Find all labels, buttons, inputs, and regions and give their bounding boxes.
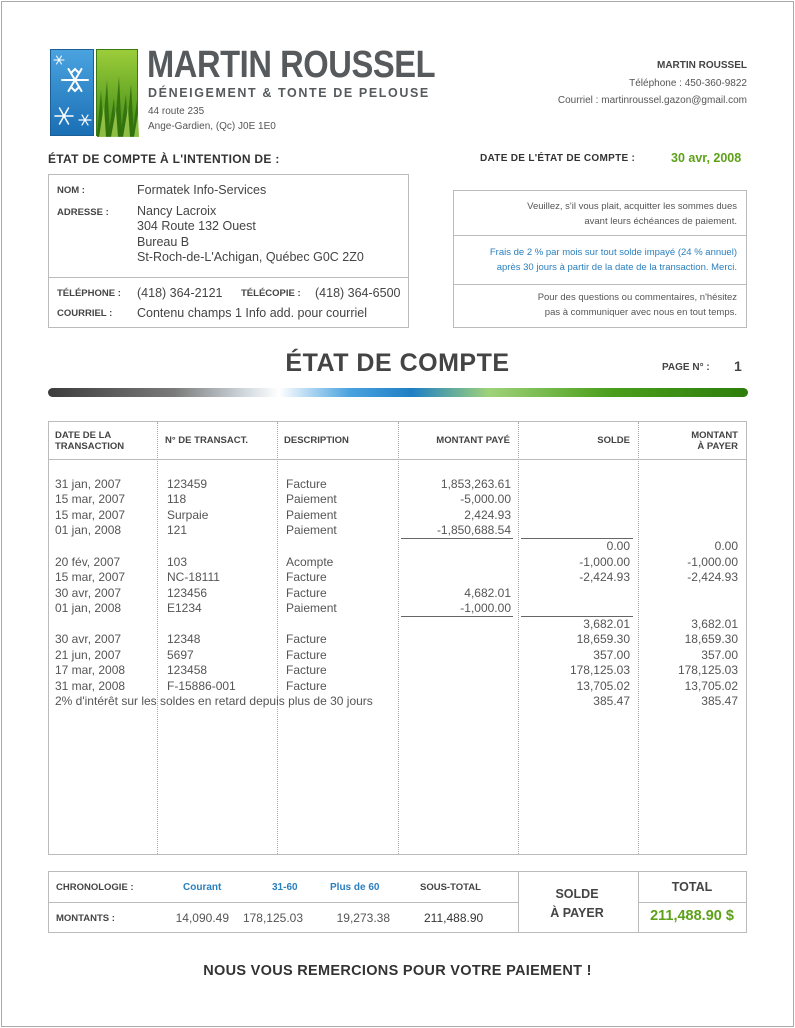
chronology-label: CHRONOLOGIE : [56, 882, 134, 893]
row-transaction-number: 121 [167, 523, 188, 537]
statement-date-value: 30 avr, 2008 [671, 151, 742, 165]
company-name: MARTIN ROUSSEL [147, 44, 436, 86]
row-amount-paid: -5,000.00 [460, 492, 511, 506]
total-amount: 211,488.90 $ [650, 908, 734, 924]
late-fee-note-line: Frais de 2 % par mois sur tout solde impayé (24 % annuel) [489, 247, 737, 258]
row-date: 30 avr, 2007 [55, 632, 122, 646]
row-date: 01 jan, 2008 [55, 601, 122, 615]
row-balance: -2,424.93 [579, 570, 630, 584]
row-amount-paid: 1,853,263.61 [440, 477, 511, 491]
subtotal-rule [521, 616, 633, 617]
row-transaction-number: 103 [167, 555, 188, 569]
recipient-section-title: ÉTAT DE COMPTE À L'INTENTION DE : [48, 152, 280, 166]
client-email: Contenu champs 1 Info add. pour courriel [137, 306, 367, 320]
header-transaction-number: N° DE TRANSACT. [165, 435, 248, 446]
row-transaction-number: 123459 [167, 477, 208, 491]
client-fax: (418) 364-6500 [315, 286, 401, 300]
row-date: 31 mar, 2008 [55, 679, 126, 693]
total-label: TOTAL [671, 880, 713, 894]
row-date: 20 fév, 2007 [55, 555, 121, 569]
questions-note-line: pas à communiquer avec nous en tout temps. [544, 307, 737, 318]
row-date: 15 mar, 2007 [55, 508, 126, 522]
row-description: Facture [286, 648, 327, 662]
aging-current-amount: 14,090.49 [175, 911, 229, 925]
header-description: DESCRIPTION [284, 435, 349, 446]
row-amount-paid: 4,682.01 [464, 586, 511, 600]
statement-date-label: DATE DE L'ÉTAT DE COMPTE : [480, 153, 636, 164]
row-description: Facture [286, 663, 327, 677]
client-phone: (418) 364-2121 [137, 286, 223, 300]
questions-note-line: Pour des questions ou commentaires, n'hésitez [537, 292, 737, 303]
interest-balance: 385.47 [593, 694, 630, 708]
header-amount-paid: MONTANT PAYÉ [436, 435, 510, 446]
row-balance: 357.00 [593, 648, 630, 662]
subtotal-amount: 211,488.90 [424, 911, 484, 925]
interest-amount-due: 385.47 [701, 694, 738, 708]
page-number: 1 [734, 358, 742, 374]
row-amount-paid: 2,424.93 [464, 508, 511, 522]
row-description: Paiement [286, 523, 337, 537]
row-transaction-number: Surpaie [167, 508, 209, 522]
row-date: 30 avr, 2007 [55, 586, 122, 600]
row-balance: 0.00 [606, 539, 630, 553]
row-date: 21 jun, 2007 [55, 648, 122, 662]
subtotal-label: SOUS-TOTAL [420, 882, 481, 893]
amounts-label: MONTANTS : [56, 913, 115, 924]
row-balance: 178,125.03 [569, 663, 630, 677]
client-address-line: Bureau B [137, 235, 190, 249]
row-amount-due: 0.00 [714, 539, 738, 553]
row-description: Acompte [286, 555, 334, 569]
row-amount-due: 18,659.30 [684, 632, 738, 646]
row-transaction-number: E1234 [167, 601, 202, 615]
thank-you-footer: NOUS VOUS REMERCIONS POUR VOTRE PAIEMENT ! [203, 963, 592, 979]
row-description: Facture [286, 570, 327, 584]
row-balance: -1,000.00 [579, 555, 630, 569]
client-name-label: NOM : [57, 185, 85, 196]
header-amount-due: MONTANT À PAYER [691, 430, 738, 452]
row-amount-paid: -1,850,688.54 [436, 523, 511, 537]
client-email-label: COURRIEL : [57, 308, 113, 319]
subtotal-rule [521, 538, 633, 539]
client-phone-label: TÉLÉPHONE : [57, 288, 121, 299]
row-amount-due: -1,000.00 [687, 555, 738, 569]
row-description: Facture [286, 477, 327, 491]
row-date: 15 mar, 2007 [55, 570, 126, 584]
row-transaction-number: F-15886-001 [167, 679, 236, 693]
page-number-label: PAGE N° : [662, 362, 710, 373]
row-description: Paiement [286, 601, 337, 615]
row-amount-paid: -1,000.00 [460, 601, 511, 615]
row-balance: 3,682.01 [583, 617, 630, 631]
row-transaction-number: 12348 [167, 632, 201, 646]
subtotal-rule [401, 538, 513, 539]
row-amount-due: 13,705.02 [684, 679, 738, 693]
payment-note-line: Veuillez, s'il vous plait, acquitter les sommes dues [527, 201, 737, 212]
aging-31-60-label: 31-60 [272, 882, 298, 893]
aging-current-label: Courant [183, 882, 222, 893]
company-tagline: DÉNEIGEMENT & TONTE DE PELOUSE [148, 86, 430, 100]
row-description: Facture [286, 632, 327, 646]
row-transaction-number: 118 [167, 492, 187, 506]
row-date: 31 jan, 2007 [55, 477, 122, 491]
client-address-line: St-Roch-de-L'Achigan, Québec G0C 2Z0 [137, 250, 364, 264]
balance-due-label: SOLDE À PAYER [550, 887, 604, 920]
row-description: Paiement [286, 508, 337, 522]
client-address-line: Nancy Lacroix [137, 204, 217, 218]
row-transaction-number: 5697 [167, 648, 194, 662]
aging-over-60-amount: 19,273.38 [336, 911, 390, 925]
row-transaction-number: NC-18111 [167, 570, 220, 584]
decorative-gradient-bar [48, 388, 748, 397]
company-address-line1: 44 route 235 [148, 106, 205, 117]
interest-description: 2% d'intérêt sur les soldes en retard depuis plus de 30 jours [55, 694, 373, 708]
row-amount-due: -2,424.93 [687, 570, 738, 584]
company-address-line2: Ange-Gardien, (Qc) J0E 1E0 [148, 121, 276, 132]
snowflake-logo-icon [50, 49, 94, 136]
row-balance: 18,659.30 [576, 632, 630, 646]
header-balance: SOLDE [597, 435, 630, 446]
row-date: 01 jan, 2008 [55, 523, 122, 537]
statement-title: ÉTAT DE COMPTE [285, 349, 510, 377]
row-amount-due: 357.00 [701, 648, 738, 662]
row-amount-due: 3,682.01 [691, 617, 738, 631]
aging-31-60-amount: 178,125.03 [242, 911, 303, 925]
client-address-label: ADRESSE : [57, 207, 109, 218]
row-date: 17 mar, 2008 [55, 663, 126, 677]
row-description: Facture [286, 586, 327, 600]
row-description: Paiement [286, 492, 337, 506]
grass-logo-icon [96, 49, 138, 136]
row-transaction-number: 123456 [167, 586, 208, 600]
contact-phone: Téléphone : 450-360-9822 [629, 78, 747, 89]
subtotal-rule [401, 616, 513, 617]
row-date: 15 mar, 2007 [55, 492, 126, 506]
row-amount-due: 178,125.03 [677, 663, 738, 677]
client-name: Formatek Info-Services [137, 183, 267, 197]
contact-email: Courriel : martinroussel.gazon@gmail.com [557, 95, 747, 106]
client-fax-label: TÉLÉCOPIE : [241, 288, 301, 299]
client-address-line: 304 Route 132 Ouest [137, 219, 256, 233]
row-balance: 13,705.02 [576, 679, 630, 693]
aging-over-60-label: Plus de 60 [330, 882, 380, 893]
payment-note-line: avant leurs échéances de paiement. [584, 216, 737, 227]
late-fee-note-line: après 30 jours à partir de la date de la transaction. Merci. [496, 262, 737, 273]
row-description: Facture [286, 679, 327, 693]
contact-name: MARTIN ROUSSEL [657, 60, 747, 71]
header-date: DATE DE LA TRANSACTION [55, 430, 125, 452]
transaction-table [48, 421, 747, 855]
row-transaction-number: 123458 [167, 663, 208, 677]
